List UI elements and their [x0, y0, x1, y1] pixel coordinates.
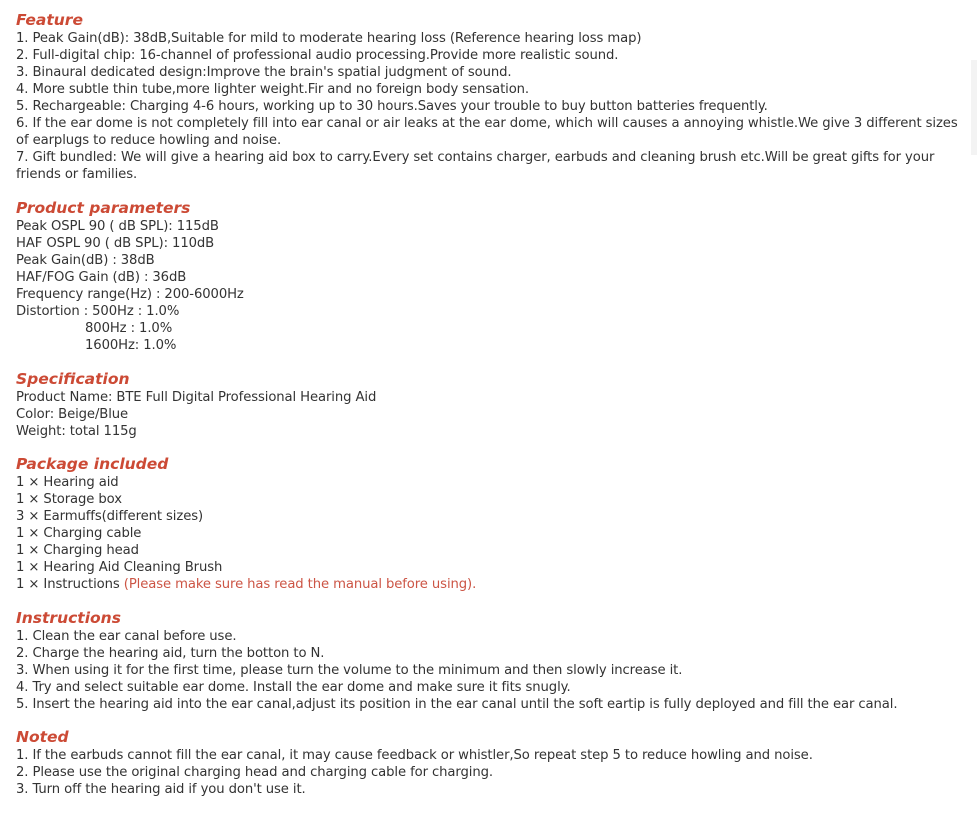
feature-item: 2. Full-digital chip: 16-channel of professional audio processing.Provide more realistic sound. [16, 48, 619, 63]
parameter-item: Frequency range(Hz) : 200-6000Hz [16, 287, 244, 302]
noted-item: 2. Please use the original charging head and charging cable for charging. [16, 765, 493, 780]
package-item [16, 576, 961, 593]
package-item: 1 × Hearing Aid Cleaning Brush [16, 560, 223, 575]
instruction-item: 5. Insert the hearing aid into the ear canal,adjust its position in the ear canal until the soft eartip is fully deployed and fill the ear canal. [16, 697, 898, 712]
instruction-item: 1. Clean the ear canal before use. [16, 629, 237, 644]
distortion-value: 800Hz : 1.0% [85, 321, 173, 336]
instruction-item: 4. Try and select suitable ear dome. Install the ear dome and make sure it fits snugly. [16, 680, 571, 695]
parameter-item: HAF OSPL 90 ( dB SPL): 110dB [16, 236, 215, 251]
parameter-item: Peak Gain(dB) : 38dB [16, 253, 155, 268]
feature-item-continued: of earplugs to reduce howling and noise. [16, 133, 282, 148]
parameter-item: HAF/FOG Gain (dB) : 36dB [16, 270, 187, 285]
noted-item: 3. Turn off the hearing aid if you don't use it. [16, 782, 306, 797]
instruction-item: 3. When using it for the first time, please turn the volume to the minimum and then slowly increase it. [16, 663, 683, 678]
product-description [16, 10, 961, 798]
noted-heading: Noted [16, 728, 69, 746]
package-item: 3 × Earmuffs(different sizes) [16, 509, 204, 524]
feature-heading: Feature [16, 11, 83, 29]
specification-item: Color: Beige/Blue [16, 407, 129, 422]
package-item: 1 × Charging cable [16, 526, 142, 541]
feature-item: 4. More subtle thin tube,more lighter weight.Fir and no foreign body sensation. [16, 82, 530, 97]
feature-item: 7. Gift bundled: We will give a hearing aid box to carry.Every set contains charger, earbuds and cleaning brush etc.Will be great gifts for your [16, 150, 935, 165]
package-item-label: 1 × Instructions [16, 577, 124, 592]
noted-item: 1. If the earbuds cannot fill the ear canal, it may cause feedback or whistler,So repeat step 5 to reduce howling and noise. [16, 748, 813, 763]
package-item: 1 × Charging head [16, 543, 139, 558]
instructions-heading: Instructions [16, 609, 121, 627]
specification-item: Weight: total 115g [16, 424, 137, 439]
specification-heading: Specification [16, 370, 130, 388]
manual-note: (Please make sure has read the manual before using). [123, 577, 477, 592]
product-parameters-heading: Product parameters [16, 199, 191, 217]
feature-item: 1. Peak Gain(dB): 38dB,Suitable for mild to moderate hearing loss (Reference hearing loss map) [16, 31, 642, 46]
parameter-item: Peak OSPL 90 ( dB SPL): 115dB [16, 219, 219, 234]
package-item: 1 × Storage box [16, 492, 122, 507]
package-included-heading: Package included [16, 455, 169, 473]
feature-item: 3. Binaural dedicated design:Improve the brain's spatial judgment of sound. [16, 65, 512, 80]
feature-item-continued: friends or families. [16, 167, 138, 182]
instruction-item: 2. Charge the hearing aid, turn the botton to N. [16, 646, 325, 661]
specification-item: Product Name: BTE Full Digital Professional Hearing Aid [16, 390, 377, 405]
parameter-item: Distortion : 500Hz : 1.0% [16, 304, 180, 319]
feature-item: 5. Rechargeable: Charging 4-6 hours, working up to 30 hours.Saves your trouble to buy button batteries frequently. [16, 99, 768, 114]
distortion-value: 1600Hz: 1.0% [85, 338, 177, 353]
scrollbar-edge [971, 60, 977, 155]
feature-item: 6. If the ear dome is not completely fill into ear canal or air leaks at the ear dome, which will causes a annoying whistle.We give 3 different sizes [16, 116, 958, 131]
package-item: 1 × Hearing aid [16, 475, 119, 490]
